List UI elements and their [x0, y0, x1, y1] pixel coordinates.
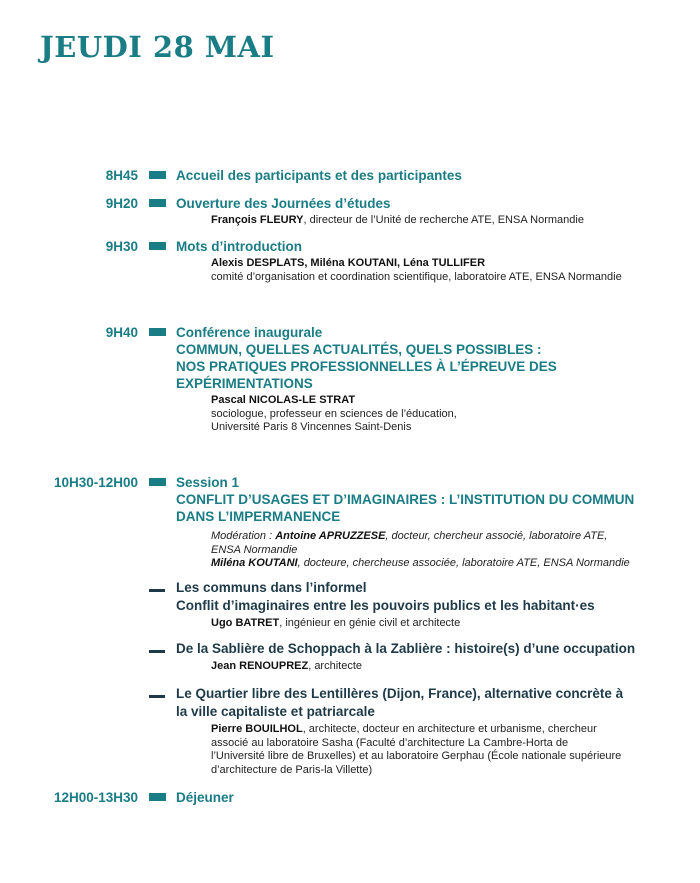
time-label: 9H30 [105, 239, 138, 254]
speaker-line [211, 723, 686, 777]
moderator-role: , docteur, chercheur associé, laboratoire ATE, [385, 530, 608, 542]
moderator-affiliation: ENSA Normandie [211, 543, 298, 556]
speaker-name: Ugo BATRET [211, 617, 280, 629]
speaker-role: , ingénieur en génie civil et architecte [279, 617, 461, 629]
speaker-name: François FLEURY [211, 214, 304, 226]
moderation-label: Modération : [211, 530, 276, 542]
speaker-line [211, 257, 686, 284]
time-label: 10H30-12H00 [53, 475, 138, 490]
session-heading: Conférence inaugurale [176, 325, 323, 340]
time-label: 12H00-13H30 [53, 790, 138, 805]
speaker-name: Jean RENOUPREZ [211, 660, 309, 672]
page-title: JEUDI 28 MAI [40, 30, 275, 64]
speaker-role: sociologue, professeur en sciences de l’éducation, [211, 407, 457, 420]
talk-marker [149, 650, 165, 653]
talk-title-line: la ville capitaliste et patriarcale [176, 704, 375, 719]
conference-title-line: EXPÉRIMENTATIONS [176, 376, 313, 391]
talk-title-line: Le Quartier libre des Lentillères (Dijon, France), alternative concrète à [176, 686, 624, 701]
speaker-role: , architecte, docteur en architecture et urbanisme, chercheur [302, 723, 597, 735]
speaker-name: Pascal NICOLAS-LE STRAT [211, 394, 356, 406]
session-heading: Déjeuner [176, 790, 234, 805]
time-label: 9H20 [105, 196, 138, 211]
talk-title [176, 640, 686, 658]
time-label: 8H45 [105, 168, 138, 183]
time-marker [149, 242, 166, 250]
speaker-role: , directeur de l’Unité de recherche ATE, ENSA Normandie [303, 214, 584, 226]
speaker-affiliation: Université Paris 8 Vincennes Saint-Denis [211, 421, 412, 433]
time-label: 9H40 [105, 325, 138, 340]
speaker-line [211, 394, 686, 435]
talk-marker [149, 695, 165, 698]
session-heading: Ouverture des Journées d’études [176, 196, 391, 211]
session-title [176, 491, 686, 525]
session-title-line: DANS L’IMPERMANENCE [176, 509, 341, 524]
moderation-block [211, 530, 686, 571]
talk-title-line: De la Sablière de Schoppach à la Zablière : histoire(s) d’une occupation [176, 641, 636, 656]
talk-title [176, 685, 686, 721]
speaker-role: comité d’organisation et coordination scientifique, laboratoire ATE, ENSA Normandie [211, 270, 622, 283]
talk-title [176, 579, 686, 615]
speaker-names: Alexis DESPLATS, Miléna KOUTANI, Léna TULLIFER [211, 257, 486, 269]
session-heading: Mots d’introduction [176, 239, 302, 254]
speaker-line [211, 617, 686, 631]
speaker-role: associé au laboratoire Sasha (Faculté d’architecture La Cambre-Horta de [211, 736, 569, 749]
speaker-role: d’architecture de Paris-la Villette) [211, 763, 373, 776]
time-marker [149, 478, 166, 486]
conference-title [176, 341, 686, 392]
conference-title-line: NOS PRATIQUES PROFESSIONNELLES À L’ÉPREUVE DES [176, 359, 557, 374]
time-marker [149, 328, 166, 336]
moderator-name: Antoine APRUZZESE [275, 530, 386, 542]
session-title-line: CONFLIT D’USAGES ET D’IMAGINAIRES : L’INSTITUTION DU COMMUN [176, 492, 635, 507]
time-marker [149, 793, 166, 801]
talk-marker [149, 589, 165, 592]
talk-title-line: Les communs dans l’informel [176, 580, 367, 595]
session-heading: Accueil des participants et des participantes [176, 168, 462, 183]
moderator-role: , docteure, chercheuse associée, laboratoire ATE, ENSA Normandie [297, 557, 630, 569]
speaker-line [211, 214, 686, 228]
talk-title-line: Conflit d’imaginaires entre les pouvoirs publics et les habitant·es [176, 598, 595, 613]
time-marker [149, 199, 166, 207]
speaker-line [211, 660, 686, 674]
conference-title-line: COMMUN, QUELLES ACTUALITÉS, QUELS POSSIBLES : [176, 342, 542, 357]
time-marker [149, 171, 166, 179]
speaker-name: Pierre BOUILHOL [211, 723, 303, 735]
speaker-role: , architecte [308, 660, 363, 672]
speaker-role: l’Université libre de Bruxelles) et au laboratoire Gerphau (École nationale supérieure [211, 750, 622, 762]
session-heading: Session 1 [176, 475, 240, 490]
moderator-name: Miléna KOUTANI [211, 557, 298, 569]
